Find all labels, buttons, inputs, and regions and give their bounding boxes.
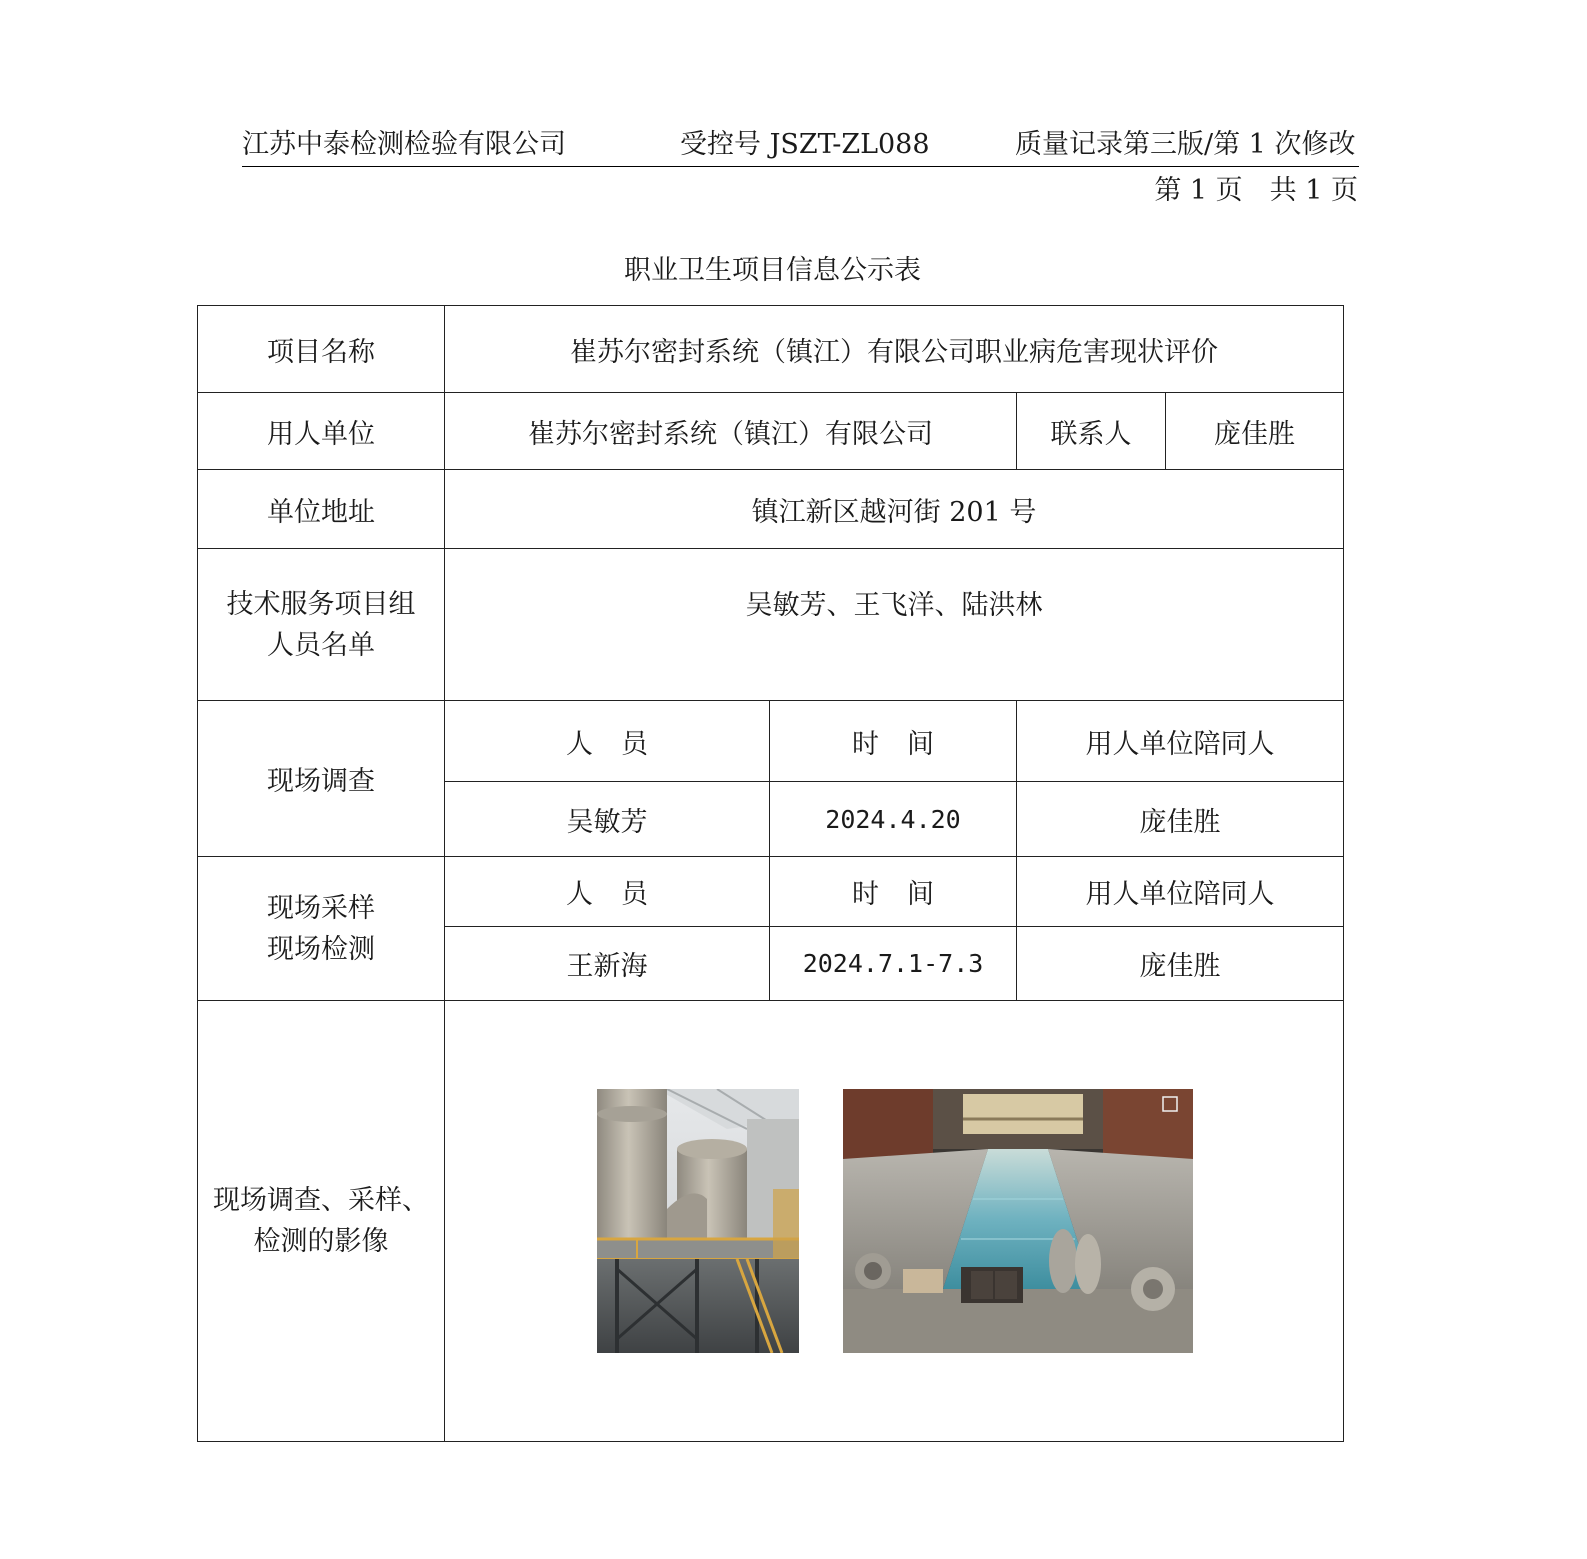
site-photo-plating-tank bbox=[843, 1089, 1193, 1353]
row-team bbox=[198, 549, 1344, 701]
sampling-col-time: 时间 bbox=[770, 857, 1017, 927]
sampling-time: 2024.7.1-7.3 bbox=[770, 927, 1017, 1001]
images-cell bbox=[445, 1001, 1344, 1442]
row-survey-header bbox=[198, 701, 1344, 782]
images-label bbox=[198, 1001, 445, 1442]
images-label-line-2: 检测的影像 bbox=[253, 1226, 389, 1257]
site-photo-exhaust-duct bbox=[597, 1089, 799, 1353]
address-value: 镇江新区越河街 201 号 bbox=[445, 470, 1344, 549]
team-label-line-2: 人员名单 bbox=[267, 629, 375, 661]
company-name: 江苏中泰检测检验有限公司 bbox=[242, 129, 566, 160]
sampling-col-person: 人员 bbox=[445, 857, 770, 927]
survey-escort: 庞佳胜 bbox=[1017, 782, 1344, 857]
sampling-escort: 庞佳胜 bbox=[1017, 927, 1344, 1001]
page-info: 第 1 页 共 1 页 bbox=[1154, 175, 1358, 206]
survey-col-time: 时间 bbox=[770, 701, 1017, 782]
survey-col-person: 人员 bbox=[445, 701, 770, 782]
contact-value: 庞佳胜 bbox=[1166, 393, 1344, 470]
survey-label: 现场调查 bbox=[198, 701, 445, 857]
images-label-line-1: 现场调查、采样、 bbox=[213, 1185, 429, 1216]
sampling-label-line-1: 现场采样 bbox=[267, 892, 375, 924]
sampling-label-line-2: 现场检测 bbox=[267, 933, 375, 965]
photo-area bbox=[445, 1001, 1343, 1441]
survey-person: 吴敏芳 bbox=[445, 782, 770, 857]
document-title: 职业卫生项目信息公示表 bbox=[624, 255, 921, 286]
team-label bbox=[198, 549, 445, 701]
team-label-line-1: 技术服务项目组 bbox=[226, 588, 416, 620]
team-value: 吴敏芳、王飞洋、陆洪林 bbox=[445, 549, 1344, 701]
control-number: 受控号 JSZT-ZL088 bbox=[680, 129, 930, 160]
info-table bbox=[197, 305, 1343, 1442]
contact-label: 联系人 bbox=[1017, 393, 1166, 470]
employer-label: 用人单位 bbox=[198, 393, 445, 470]
employer-value: 崔苏尔密封系统（镇江）有限公司 bbox=[445, 393, 1017, 470]
row-images bbox=[198, 1001, 1344, 1442]
sampling-label bbox=[198, 857, 445, 1001]
header-divider bbox=[242, 166, 1359, 167]
row-address bbox=[198, 470, 1344, 549]
survey-col-escort: 用人单位陪同人 bbox=[1017, 701, 1344, 782]
sampling-col-escort: 用人单位陪同人 bbox=[1017, 857, 1344, 927]
row-project-name bbox=[198, 306, 1344, 393]
address-label: 单位地址 bbox=[198, 470, 445, 549]
row-employer bbox=[198, 393, 1344, 470]
survey-time: 2024.4.20 bbox=[770, 782, 1017, 857]
sampling-person: 王新海 bbox=[445, 927, 770, 1001]
edition-info: 质量记录第三版/第 1 次修改 bbox=[1015, 129, 1356, 160]
project-name-label: 项目名称 bbox=[198, 306, 445, 393]
project-name-value: 崔苏尔密封系统（镇江）有限公司职业病危害现状评价 bbox=[445, 306, 1344, 393]
row-sampling-header bbox=[198, 857, 1344, 927]
